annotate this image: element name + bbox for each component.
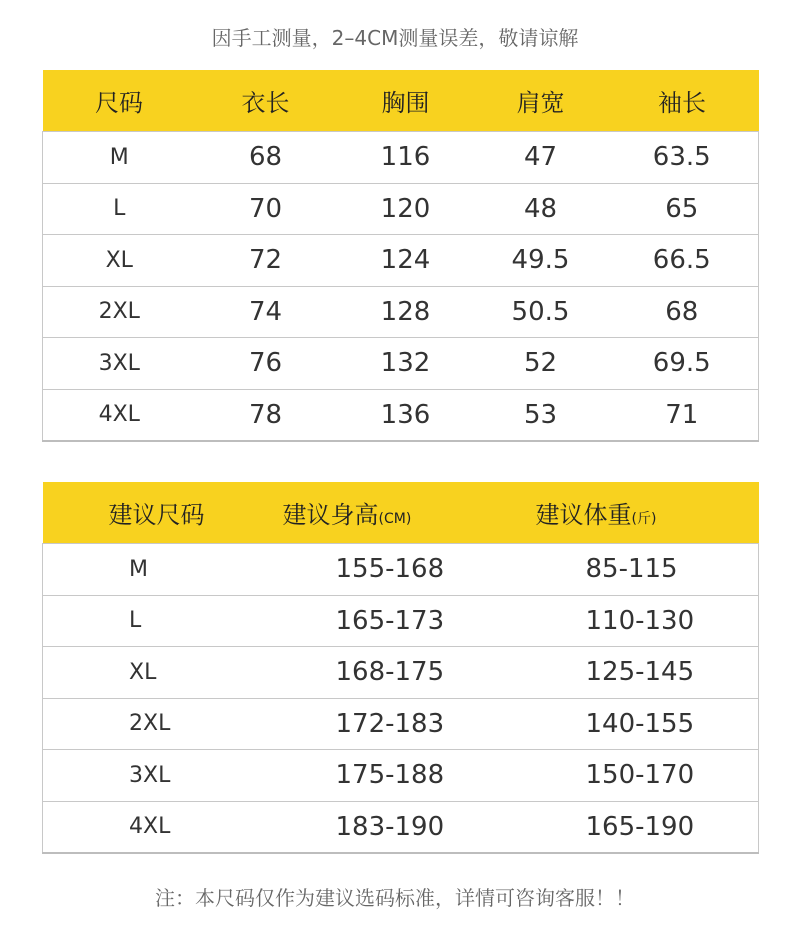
cell-size: M bbox=[43, 544, 233, 596]
cell-shoulder: 47 bbox=[476, 132, 606, 184]
table-row bbox=[43, 338, 759, 390]
table-row bbox=[43, 595, 759, 647]
table-row bbox=[43, 183, 759, 235]
header-height-unit: (CM) bbox=[378, 511, 412, 527]
cell-chest: 120 bbox=[336, 183, 476, 235]
cell-weight: 165-190 bbox=[496, 801, 759, 853]
header-length: 衣长 bbox=[196, 70, 336, 132]
cell-size: M bbox=[43, 132, 196, 184]
cell-height: 172-183 bbox=[233, 698, 496, 750]
cell-chest: 128 bbox=[336, 286, 476, 338]
cell-length: 74 bbox=[196, 286, 336, 338]
cell-sleeve: 71 bbox=[606, 389, 759, 441]
header-weight-label: 建议体重 bbox=[535, 501, 632, 529]
table-row bbox=[43, 132, 759, 184]
cell-shoulder: 52 bbox=[476, 338, 606, 390]
cell-weight: 125-145 bbox=[496, 647, 759, 699]
cell-sleeve: 65 bbox=[606, 183, 759, 235]
header-chest: 胸围 bbox=[336, 70, 476, 132]
cell-size: 3XL bbox=[43, 338, 196, 390]
table-row bbox=[43, 544, 759, 596]
cell-height: 155-168 bbox=[233, 544, 496, 596]
cell-chest: 136 bbox=[336, 389, 476, 441]
cell-height: 168-175 bbox=[233, 647, 496, 699]
cell-length: 70 bbox=[196, 183, 336, 235]
measurement-note: 因手工测量，2–4CM测量误差，敬请谅解 bbox=[211, 26, 579, 50]
cell-size: XL bbox=[43, 235, 196, 287]
cell-length: 76 bbox=[196, 338, 336, 390]
cell-weight: 110-130 bbox=[496, 595, 759, 647]
table-row bbox=[43, 698, 759, 750]
cell-height: 165-173 bbox=[233, 595, 496, 647]
cell-size: 4XL bbox=[43, 389, 196, 441]
cell-size: XL bbox=[43, 647, 233, 699]
cell-shoulder: 50.5 bbox=[476, 286, 606, 338]
header-recommended-weight bbox=[496, 482, 759, 544]
cell-weight: 140-155 bbox=[496, 698, 759, 750]
cell-chest: 124 bbox=[336, 235, 476, 287]
cell-length: 72 bbox=[196, 235, 336, 287]
size-table bbox=[42, 70, 759, 442]
header-weight-unit: (斤) bbox=[631, 511, 657, 527]
header-recommended-height bbox=[233, 482, 496, 544]
header-recommended-size: 建议尺码 bbox=[43, 482, 233, 544]
cell-sleeve: 69.5 bbox=[606, 338, 759, 390]
header-size: 尺码 bbox=[43, 70, 196, 132]
header-shoulder: 肩宽 bbox=[476, 70, 606, 132]
cell-size: 2XL bbox=[43, 698, 233, 750]
cell-sleeve: 63.5 bbox=[606, 132, 759, 184]
cell-size: 4XL bbox=[43, 801, 233, 853]
cell-length: 68 bbox=[196, 132, 336, 184]
table-row bbox=[43, 801, 759, 853]
cell-size: L bbox=[43, 595, 233, 647]
cell-chest: 116 bbox=[336, 132, 476, 184]
cell-size: L bbox=[43, 183, 196, 235]
recommendation-disclaimer: 注：本尺码仅作为建议选码标准，详情可咨询客服！！ bbox=[155, 886, 635, 910]
table-row bbox=[43, 286, 759, 338]
cell-sleeve: 66.5 bbox=[606, 235, 759, 287]
table-row bbox=[43, 389, 759, 441]
recommendation-header-row bbox=[43, 482, 759, 544]
recommendation-table bbox=[42, 482, 759, 854]
header-sleeve: 袖长 bbox=[606, 70, 759, 132]
table-row bbox=[43, 235, 759, 287]
header-height-label: 建议身高 bbox=[282, 501, 379, 529]
cell-size: 3XL bbox=[43, 750, 233, 802]
cell-shoulder: 53 bbox=[476, 389, 606, 441]
cell-height: 183-190 bbox=[233, 801, 496, 853]
cell-shoulder: 48 bbox=[476, 183, 606, 235]
cell-length: 78 bbox=[196, 389, 336, 441]
table-row bbox=[43, 647, 759, 699]
cell-weight: 85-115 bbox=[496, 544, 759, 596]
cell-sleeve: 68 bbox=[606, 286, 759, 338]
cell-size: 2XL bbox=[43, 286, 196, 338]
cell-height: 175-188 bbox=[233, 750, 496, 802]
table-row bbox=[43, 750, 759, 802]
cell-weight: 150-170 bbox=[496, 750, 759, 802]
cell-shoulder: 49.5 bbox=[476, 235, 606, 287]
size-table-header-row bbox=[43, 70, 759, 132]
cell-chest: 132 bbox=[336, 338, 476, 390]
